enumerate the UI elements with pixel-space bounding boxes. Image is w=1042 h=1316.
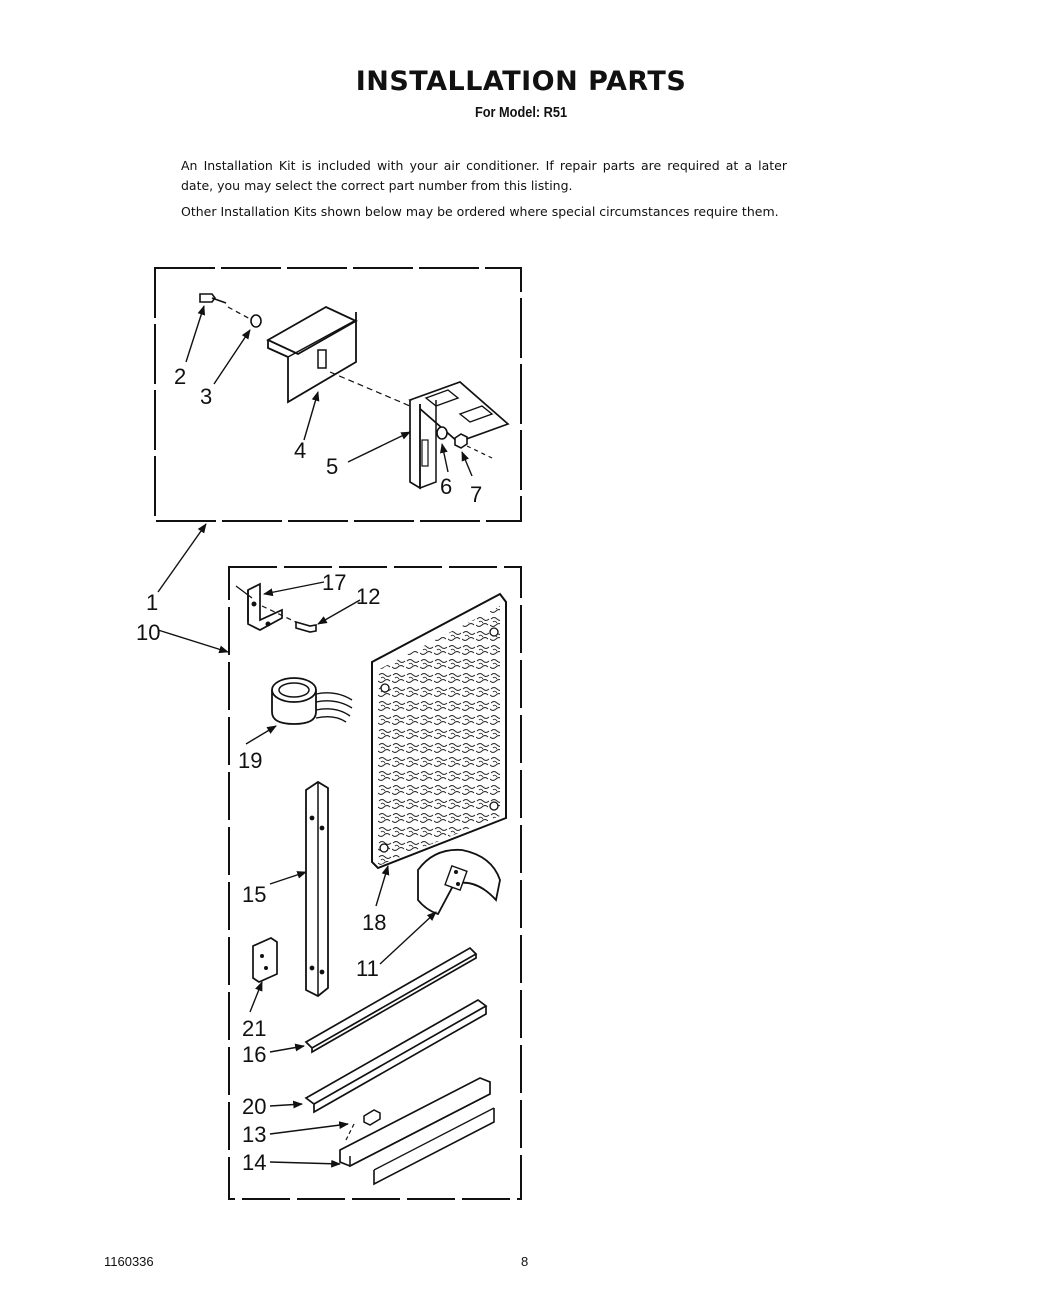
intro-paragraph-1: An Installation Kit is included with your air conditioner. If repair parts are required at a later date, you may select the correct part number from this listing. <box>181 158 787 193</box>
screw-part <box>200 294 226 303</box>
vertical-channel-part <box>306 782 328 996</box>
callout-7: 7 <box>470 482 483 507</box>
page-title: INSTALLATION PARTS <box>355 66 687 97</box>
page-number: 8 <box>521 1254 529 1269</box>
intro-paragraph-2: Other Installation Kits shown below may be ordered where special circumstances require them. <box>181 204 779 219</box>
callout-21: 21 <box>242 1016 267 1041</box>
screw-part-13 <box>364 1110 380 1125</box>
callout-2: 2 <box>174 364 187 389</box>
model-subtitle: For Model: R51 <box>474 104 568 121</box>
callout-14: 14 <box>242 1150 267 1175</box>
document-number: 1160336 <box>104 1254 154 1269</box>
callout-10: 10 <box>136 620 161 645</box>
callout-17: 17 <box>322 570 347 595</box>
callout-5: 5 <box>326 454 339 479</box>
callout-19: 20 <box>242 1094 267 1119</box>
sill-rail-part <box>340 1078 494 1184</box>
callout-20: 19 <box>238 748 263 773</box>
washer-part <box>251 315 261 327</box>
bracket-plate-part <box>268 307 356 402</box>
small-block-part <box>253 938 277 982</box>
callout-6: 6 <box>440 474 453 499</box>
insulation-panel-part <box>372 594 506 868</box>
angle-bracket-part <box>236 584 282 630</box>
callout-1: 1 <box>146 590 159 615</box>
callout-16: 16 <box>242 1042 267 1067</box>
screw-part-12 <box>296 622 316 632</box>
washer-part-6 <box>437 427 447 439</box>
foam-strip-part-16 <box>306 948 476 1052</box>
tape-roll-part <box>272 678 352 724</box>
callout-12: 12 <box>356 584 381 609</box>
clamp-part <box>418 850 500 914</box>
callout-18: 18 <box>362 910 387 935</box>
callout-4: 4 <box>294 438 307 463</box>
callout-15: 15 <box>242 882 267 907</box>
callout-13: 13 <box>242 1122 267 1147</box>
callout-3: 3 <box>200 384 213 409</box>
callout-11: 11 <box>356 956 379 981</box>
nut-part-7 <box>455 434 467 448</box>
